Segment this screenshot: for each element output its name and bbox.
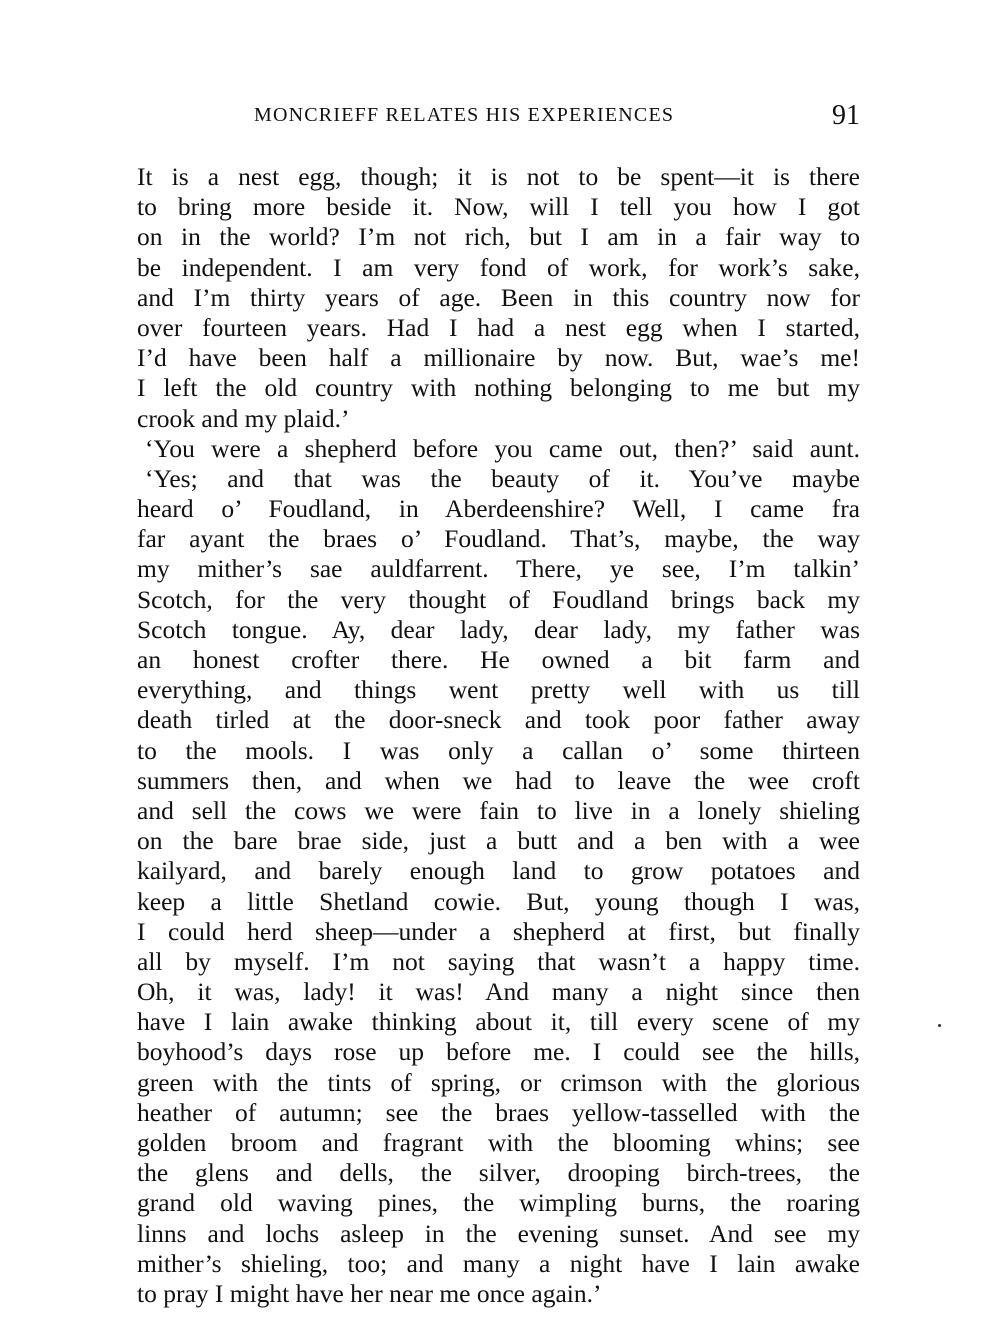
text-line: an honest crofter there. He owned a bit farm and	[137, 645, 860, 674]
text-line: Scotch tongue. Ay, dear lady, dear lady, my father was	[137, 614, 860, 644]
text-line: mither’s shieling, too; and many a night have I lain awake	[137, 1248, 860, 1278]
text-line: be independent. I am very fond of work, for work’s sake,	[137, 252, 860, 282]
text-line: the glens and dells, the silver, drooping birch-trees, the	[137, 1158, 860, 1188]
text-line: golden broom and fragrant with the blooming whins; see	[137, 1128, 860, 1157]
text-line: heather of autumn; see the braes yellow-tasselled with the	[137, 1097, 860, 1127]
text-line: ‘You were a shepherd before you came out, then?’ said aunt.	[145, 433, 860, 463]
text-line: green with the tints of spring, or crimson with the glorious	[137, 1067, 860, 1097]
text-line: heard o’ Foudland, in Aberdeenshire? Well, I came fra	[137, 494, 860, 524]
text-line: summers then, and when we had to leave the wee croft	[137, 765, 860, 795]
text-line: have I lain awake thinking about it, till every scene of my	[137, 1007, 860, 1037]
text-line: It is a nest egg, though; it is not to be spent—it is there	[137, 162, 860, 191]
text-line: Oh, it was, lady! it was! And many a night since then	[137, 977, 860, 1007]
text-line: and I’m thirty years of age. Been in this country now for	[137, 282, 860, 312]
text-line: boyhood’s days rose up before me. I could see the hills,	[137, 1037, 860, 1067]
text-line: to bring more beside it. Now, will I tell you how I got	[137, 192, 860, 222]
text-line: kailyard, and barely enough land to grow potatoes and	[137, 856, 860, 886]
body-text	[137, 162, 860, 1309]
page-number: 91	[832, 100, 860, 131]
text-line: I left the old country with nothing belonging to me but my	[137, 373, 860, 403]
text-line: on in the world? I’m not rich, but I am in a fair way to	[137, 222, 860, 252]
text-line: and sell the cows we were fain to live in a lonely shieling	[137, 795, 860, 825]
text-line: linns and lochs asleep in the evening sunset. And see my	[137, 1218, 860, 1248]
text-line: to pray I might have her near me once again.’	[137, 1278, 602, 1308]
text-line: keep a little Shetland cowie. But, young though I was,	[137, 886, 860, 916]
text-line: over fourteen years. Had I had a nest egg when I started,	[137, 312, 860, 342]
print-speck	[938, 1024, 941, 1027]
text-line: all by myself. I’m not saying that wasn’t a happy time.	[137, 946, 860, 976]
running-head	[137, 100, 860, 136]
text-line: far ayant the braes o’ Foudland. That’s, maybe, the way	[137, 524, 860, 554]
text-line: death tirled at the door-sneck and took poor father away	[137, 705, 860, 735]
text-line: Scotch, for the very thought of Foudland brings back my	[137, 584, 860, 614]
text-line: I could herd sheep—under a shepherd at first, but finally	[137, 916, 860, 946]
text-line: everything, and things went pretty well with us till	[137, 675, 860, 705]
running-title: MONCRIEFF RELATES HIS EXPERIENCES	[254, 104, 675, 126]
text-line: on the bare brae side, just a butt and a ben with a wee	[137, 826, 860, 856]
text-line: to the mools. I was only a callan o’ some thirteen	[137, 735, 860, 765]
text-line: grand old waving pines, the wimpling burns, the roaring	[137, 1188, 860, 1218]
text-line: my mither’s sae auldfarrent. There, ye see, I’m talkin’	[137, 554, 860, 584]
text-line: crook and my plaid.’	[137, 403, 350, 433]
text-line: I’d have been half a millionaire by now. But, wae’s me!	[137, 343, 860, 373]
text-line: ‘Yes; and that was the beauty of it. You’ve maybe	[145, 463, 860, 493]
